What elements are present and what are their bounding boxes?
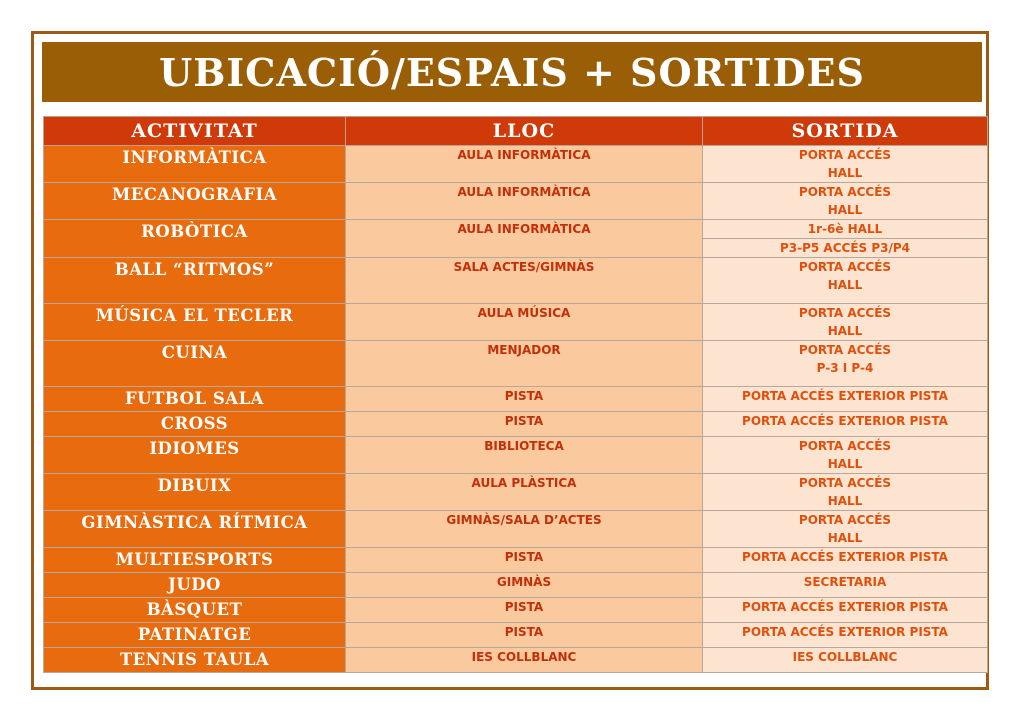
place-name: BIBLIOTECA <box>484 439 564 453</box>
table-row <box>44 412 988 437</box>
exit-line: P-3 I P-4 <box>816 361 874 375</box>
table-row <box>44 598 988 623</box>
activity-cell <box>44 258 346 304</box>
activity-cell <box>44 146 346 183</box>
exit-cell <box>703 341 988 387</box>
exit-line: IES COLLBLANC <box>792 650 898 664</box>
title-banner <box>42 42 982 102</box>
exit-cell <box>703 437 988 474</box>
activity-name: INFORMÀTICA <box>122 148 267 167</box>
place-name: GIMNÀS/SALA D’ACTES <box>446 513 602 527</box>
exit-line: PORTA ACCÉS <box>798 476 892 490</box>
place-name: PISTA <box>504 625 544 639</box>
place-cell <box>346 258 703 304</box>
activity-name: CROSS <box>160 414 229 433</box>
place-cell <box>346 548 703 573</box>
activity-name: BALL “RITMOS” <box>114 260 275 279</box>
activity-name: DIBUIX <box>157 476 232 495</box>
place-name: MENJADOR <box>487 343 561 357</box>
table-row <box>44 648 988 673</box>
place-cell <box>346 573 703 598</box>
table-row <box>44 387 988 412</box>
place-name: GIMNÀS <box>496 575 552 589</box>
exit-line: PORTA ACCÉS <box>798 260 892 274</box>
exit-line: SECRETARIA <box>803 575 887 589</box>
activity-cell <box>44 548 346 573</box>
place-cell <box>346 511 703 548</box>
exit-cell <box>703 258 988 304</box>
table-row <box>44 183 988 220</box>
table-row <box>44 437 988 474</box>
activity-name: GIMNÀSTICA RÍTMICA <box>81 513 308 532</box>
exit-line: PORTA ACCÉS EXTERIOR PISTA <box>742 625 948 639</box>
exit-line: PORTA ACCÉS <box>798 439 892 453</box>
activity-cell <box>44 304 346 341</box>
place-cell <box>346 648 703 673</box>
exit-line: HALL <box>827 457 863 471</box>
table-row <box>44 511 988 548</box>
place-cell <box>346 304 703 341</box>
place-name: PISTA <box>504 389 544 403</box>
exit-line: PORTA ACCÉS <box>798 148 892 162</box>
place-cell <box>346 220 703 258</box>
exit-line: HALL <box>827 531 863 545</box>
place-cell <box>346 623 703 648</box>
activity-cell <box>44 183 346 220</box>
exit-line: PORTA ACCÉS EXTERIOR PISTA <box>742 600 948 614</box>
exit-cell <box>703 146 988 183</box>
exit-line: P3-P5 ACCÉS P3/P4 <box>703 238 987 257</box>
exit-cell <box>703 183 988 220</box>
exit-line: PORTA ACCÉS <box>798 185 892 199</box>
activity-cell <box>44 623 346 648</box>
activity-name: IDIOMES <box>149 439 240 458</box>
activity-cell <box>44 598 346 623</box>
place-name: AULA MÚSICA <box>477 306 571 320</box>
exit-line: HALL <box>827 324 863 338</box>
exit-line: PORTA ACCÉS <box>798 513 892 527</box>
place-name: AULA INFORMÀTICA <box>457 185 591 199</box>
place-name: AULA INFORMÀTICA <box>457 222 591 236</box>
exit-line: HALL <box>827 166 863 180</box>
exit-line: HALL <box>827 494 863 508</box>
exit-cell <box>703 474 988 511</box>
table-row <box>44 474 988 511</box>
place-cell <box>346 387 703 412</box>
activity-cell <box>44 573 346 598</box>
header-sortida: SORTIDA <box>703 117 988 146</box>
place-name: AULA PLÀSTICA <box>471 476 577 490</box>
activity-cell <box>44 511 346 548</box>
activity-name: FUTBOL SALA <box>125 389 264 408</box>
table-row <box>44 258 988 304</box>
activity-cell <box>44 474 346 511</box>
table-row <box>44 146 988 183</box>
place-cell <box>346 437 703 474</box>
exit-cell <box>703 387 988 412</box>
page-title: UBICACIÓ/ESPAIS + SORTIDES <box>159 49 865 95</box>
activity-cell <box>44 412 346 437</box>
place-cell <box>346 474 703 511</box>
header-lloc: LLOC <box>346 117 703 146</box>
activity-cell <box>44 220 346 258</box>
place-cell <box>346 412 703 437</box>
exit-line: PORTA ACCÉS EXTERIOR PISTA <box>742 550 948 564</box>
exit-line: PORTA ACCÉS <box>798 306 892 320</box>
exit-cell <box>703 598 988 623</box>
activities-table <box>43 116 988 673</box>
table-body <box>44 146 988 673</box>
activity-name: MÚSICA EL TECLER <box>95 306 294 325</box>
exit-line: PORTA ACCÉS <box>798 343 892 357</box>
exit-line: HALL <box>827 278 863 292</box>
table-row <box>44 623 988 648</box>
activity-name: ROBÒTICA <box>141 222 248 241</box>
exit-cell <box>703 220 988 258</box>
place-name: AULA INFORMÀTICA <box>457 148 591 162</box>
activity-name: CUINA <box>161 343 228 362</box>
table-header-row <box>44 117 988 146</box>
activity-cell <box>44 387 346 412</box>
place-cell <box>346 598 703 623</box>
table-row <box>44 304 988 341</box>
exit-cell <box>703 412 988 437</box>
place-name: SALA ACTES/GIMNÀS <box>453 260 595 274</box>
exit-cell <box>703 304 988 341</box>
place-cell <box>346 183 703 220</box>
exit-cell <box>703 548 988 573</box>
activity-cell <box>44 648 346 673</box>
exit-line: PORTA ACCÉS EXTERIOR PISTA <box>742 389 948 403</box>
activity-name: BÀSQUET <box>146 600 243 619</box>
table-row <box>44 341 988 387</box>
exit-line: HALL <box>827 203 863 217</box>
place-name: PISTA <box>504 600 544 614</box>
exit-cell <box>703 511 988 548</box>
table-row <box>44 548 988 573</box>
exit-line: 1r-6è HALL <box>807 222 883 236</box>
table-row <box>44 220 988 258</box>
activity-name: MECANOGRAFIA <box>111 185 278 204</box>
exit-cell <box>703 648 988 673</box>
activity-name: TENNIS TAULA <box>119 650 270 669</box>
activity-name: JUDO <box>168 575 221 594</box>
table-row <box>44 573 988 598</box>
place-name: PISTA <box>504 414 544 428</box>
place-name: IES COLLBLANC <box>471 650 577 664</box>
activity-name: PATINATGE <box>137 625 252 644</box>
activity-cell <box>44 341 346 387</box>
header-activitat: ACTIVITAT <box>44 117 346 146</box>
exit-line: PORTA ACCÉS EXTERIOR PISTA <box>742 414 948 428</box>
place-cell <box>346 146 703 183</box>
place-cell <box>346 341 703 387</box>
place-name: PISTA <box>504 550 544 564</box>
exit-cell <box>703 623 988 648</box>
activity-name: MULTIESPORTS <box>115 550 274 569</box>
exit-cell <box>703 573 988 598</box>
activity-cell <box>44 437 346 474</box>
